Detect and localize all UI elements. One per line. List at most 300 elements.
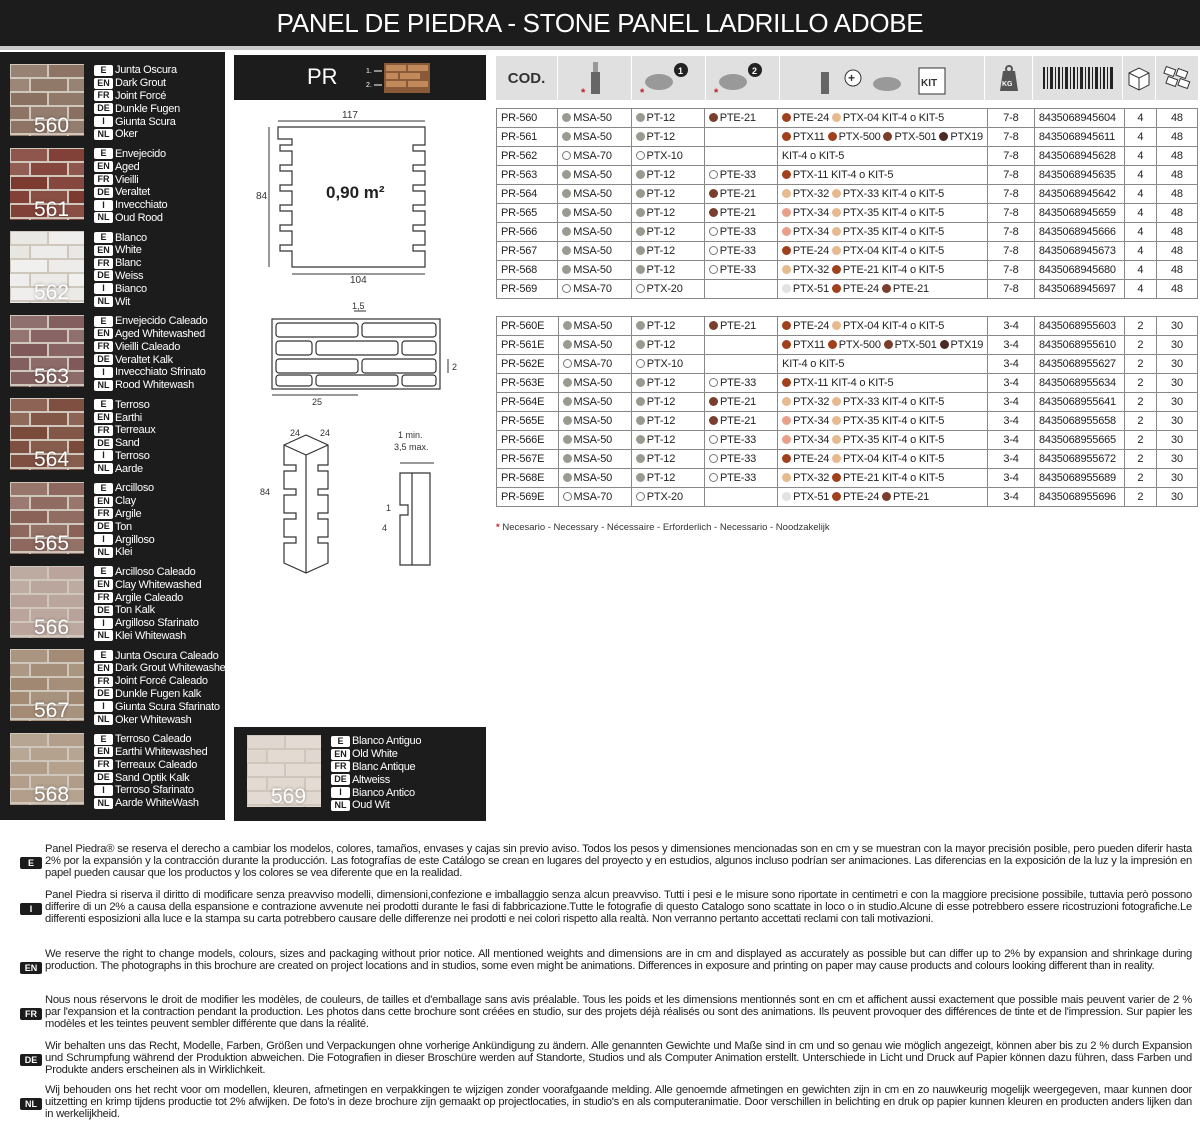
- cell-col-1: [558, 412, 631, 431]
- color-dot: [832, 492, 841, 501]
- cell-value: PTX-32: [793, 472, 830, 484]
- name-row-i: [94, 617, 201, 630]
- name-row-nl: [94, 713, 231, 726]
- color-dot: [636, 132, 645, 141]
- cell-col-8: 30: [1156, 412, 1197, 431]
- cell-col-2: [631, 109, 704, 128]
- dim-joint: 1,5: [352, 301, 365, 311]
- color-name: Invecchiato Sfrinato: [115, 366, 206, 379]
- disclaimer-text: Panel Piedra si riserva il diritto di modificare senza preavviso modelli, dimensioni,confezione e imballaggio senza alcun preavviso. Tutti i pesi e le misure sono riportate in centimetri e con la maggiore precisione possibile, tuttavia però possono differire di un 2% a causa della espansione e contrazione avvenute nei prodotti durante le fasi di fabbricazione.Tutte le fotografie di questo Catalogo sono scattate in loco o in studio.Alcune di esse potrebbero essere ricostruzioni fotografiche.Le differenti esposizioni alla luce e la stampa su carta potrebbero causare delle differenze nei prodotti e nei colori rispetto alla realtà. Non verranno pertanto accettati reclami con tali motivazioni.: [45, 889, 1192, 926]
- color-name: Giunta Scura: [115, 115, 176, 128]
- cell-value: PT-12: [646, 188, 675, 200]
- cell-col-3: [704, 450, 777, 469]
- cell-value: PT-12: [646, 226, 675, 238]
- cell-value: PTE-24: [792, 245, 829, 257]
- swatch-names: [94, 148, 167, 225]
- cell-value: MSA-50: [573, 396, 613, 408]
- color-dot: [832, 227, 841, 236]
- swatch-names: [94, 231, 147, 308]
- grout-step1-icon: [632, 56, 706, 100]
- name-row-de: [94, 688, 231, 701]
- lang-tag: NL: [94, 212, 113, 223]
- disclaimer-i: [20, 889, 1192, 925]
- cell-value: PTX-501: [894, 131, 937, 143]
- cell-col-6: 8435068955689: [1035, 469, 1125, 488]
- lang-tag: EN: [94, 746, 113, 757]
- cell-col-4: [778, 393, 988, 412]
- cell-col-7: 2: [1124, 488, 1156, 507]
- cell-col-6: 8435068955672: [1035, 450, 1125, 469]
- color-name: Dark Grout Whitewashed: [115, 662, 232, 675]
- cell-value: MSA-50: [573, 320, 613, 332]
- cell-col-7: 2: [1124, 317, 1156, 336]
- cell-col-1: [558, 450, 631, 469]
- cell-col-2: [631, 128, 704, 147]
- name-row-de: [94, 771, 207, 784]
- cell-col-6: 8435068945673: [1034, 242, 1124, 261]
- cell-value: PTX-32: [793, 396, 830, 408]
- cell-col-2: [631, 488, 704, 507]
- cell-value: MSA-50: [573, 415, 613, 427]
- cell-value: MSA-50: [573, 169, 612, 181]
- name-row-nl: [94, 212, 167, 225]
- cell-col-2: [631, 261, 704, 280]
- cell-col-7: 2: [1124, 412, 1156, 431]
- name-row-nl: [94, 630, 201, 643]
- lang-tag: EN: [94, 496, 113, 507]
- color-name: Aged: [115, 160, 140, 173]
- cell-col-4: [777, 128, 987, 147]
- cell-value: PTE-33: [719, 434, 757, 446]
- color-name: Argile Caleado: [115, 591, 183, 604]
- lang-tag: I: [94, 450, 113, 461]
- swatch-563: [7, 309, 225, 392]
- box-count-icon: [1123, 56, 1156, 100]
- color-dot: [832, 246, 841, 255]
- color-dot: [563, 397, 572, 406]
- disclaimer-de: [20, 1040, 1192, 1076]
- lang-tag: E: [331, 736, 350, 747]
- cell-col-0: PR-568: [497, 261, 558, 280]
- cell-col-0: PR-560E: [497, 317, 559, 336]
- cell-col-4: [778, 450, 988, 469]
- cell-col-0: PR-569: [497, 280, 558, 299]
- color-dot: [636, 416, 645, 425]
- cell-col-2: [631, 166, 704, 185]
- color-name: Terreaux: [115, 424, 156, 437]
- color-dot: [636, 227, 645, 236]
- color-name: Envejecido Caleado: [115, 315, 208, 328]
- color-dot: [882, 492, 891, 501]
- dim-corner-b: 24: [320, 428, 331, 438]
- cell-col-3: [704, 317, 777, 336]
- color-dot: [832, 189, 841, 198]
- cell-value: PTE-21: [719, 188, 756, 200]
- dim-height: 84: [256, 191, 268, 202]
- cell-col-3: [704, 185, 777, 204]
- cell-col-8: 30: [1156, 317, 1197, 336]
- cell-col-8: 30: [1156, 469, 1197, 488]
- disclaimer-text: Panel Piedra® se reserva el derecho a cambiar los modelos, colores, tamaños, envases y cajas sin previo aviso. Todos los pesos y dimensiones mencionadas son en cm y se muestran con la mayor precisión posible, pero pueden diferir hasta 2% por la expansión y la contracción durante la producción. Las fotografías de este Catálogo se crean en lugares del proyecto y en estudios, algunos incluso podrían ser animaciones. Las diferencias en la exposición de la luz y la impresión en papel pueden causar que los productos y los colores se vea diferente que en la realidad.: [45, 843, 1192, 880]
- cell-value: PT-12: [646, 207, 675, 219]
- color-name: Junta Oscura: [115, 64, 177, 77]
- color-dot: [563, 435, 572, 444]
- cell-value: PTX-35 KIT-4 o KIT-5: [842, 226, 945, 238]
- color-dot: [782, 340, 791, 349]
- table-row: [497, 317, 1198, 336]
- cell-col-5: 7-8: [987, 280, 1034, 299]
- swatch-568: [7, 727, 225, 810]
- cell-value: PTX-32: [792, 188, 829, 200]
- product-table-corner: [496, 316, 1198, 507]
- color-name: Old White: [352, 748, 398, 761]
- color-name: Klei: [115, 546, 133, 559]
- color-dot: [782, 492, 791, 501]
- color-name: Invecchiato: [115, 199, 168, 212]
- lang-tag: NL: [94, 380, 113, 391]
- lang-tag: FR: [94, 425, 113, 436]
- name-row-fr: [94, 90, 180, 103]
- color-name: Terreaux Caleado: [115, 758, 198, 771]
- lang-tag: E: [94, 316, 113, 327]
- name-row-i: [94, 115, 180, 128]
- cell-col-1: [558, 488, 631, 507]
- color-dot: [636, 170, 645, 179]
- swatch-number: 561: [34, 197, 70, 220]
- cell-col-2: [631, 185, 704, 204]
- swatch-561: [7, 142, 225, 222]
- svg-text:*: *: [713, 87, 718, 98]
- name-row-de: [94, 102, 180, 115]
- cell-col-1: [558, 355, 631, 374]
- cell-value: PTX-04 KIT-4 o KIT-5: [842, 112, 945, 124]
- lang-tag: NL: [94, 547, 113, 558]
- cell-value: PTX19: [950, 131, 983, 143]
- color-name: Wit: [115, 295, 130, 308]
- color-name: Dark Grout: [115, 77, 166, 90]
- cell-value: PTX-500: [838, 339, 881, 351]
- color-name: Envejecido: [115, 147, 166, 160]
- color-dot: [562, 208, 571, 217]
- color-name: Giunta Scura Sfarinato: [115, 700, 220, 713]
- color-dot: [562, 189, 571, 198]
- product-table-standard: [496, 108, 1198, 299]
- swatch-names: [94, 398, 155, 475]
- cell-col-6: 8435068945628: [1034, 147, 1124, 166]
- disclaimer-lang-tag: E: [20, 857, 42, 869]
- color-dot: [782, 473, 791, 482]
- cell-col-5: 7-8: [987, 109, 1034, 128]
- color-name: Clay: [115, 495, 136, 508]
- cell-col-0: PR-568E: [497, 469, 559, 488]
- cell-col-5: 3-4: [988, 431, 1035, 450]
- color-dot: [709, 170, 718, 179]
- cell-col-2: [631, 374, 704, 393]
- swatch-566: [7, 560, 225, 640]
- table-row: [497, 412, 1198, 431]
- swatch-number: 568: [34, 782, 70, 805]
- cell-col-2: [631, 280, 704, 299]
- product-code-box: [234, 55, 486, 100]
- color-dot: [828, 340, 837, 349]
- cell-value: PTX-35 KIT-4 o KIT-5: [843, 415, 945, 427]
- swatch-565: [7, 476, 225, 559]
- cell-value: PTX-04 KIT-4 o KIT-5: [843, 453, 945, 465]
- color-dot: [832, 113, 841, 122]
- lang-tag: E: [94, 65, 113, 76]
- cell-value: MSA-70: [573, 283, 612, 295]
- cell-value: PTX-20: [646, 283, 683, 295]
- color-dot: [883, 132, 892, 141]
- cell-col-1: [558, 317, 631, 336]
- color-name: Veraltet: [115, 186, 150, 199]
- cell-col-8: 48: [1156, 280, 1197, 299]
- swatch-567: [7, 643, 232, 726]
- disclaimer-text: Nous nous réservons le droit de modifier les modèles, de couleurs, de tailles et d'emballage sans avis préalable. Tous les poids et les dimensions mentionnés sont en cm et affichent aussi exactement que possible mais peuvent varier de 2 % par l'expansion et la contraction pendant la production. Les photos dans cette brochure sont créées en studio, sur des projets déjà réalisés ou sont des animations. Ils peuvent provoquer des différences de tinte et de l'impression. Sur papier les modèles et les teintes peuvent sembler différente que dans la réalité.: [45, 994, 1192, 1031]
- color-dot: [563, 321, 572, 330]
- color-dot: [782, 454, 791, 463]
- lang-tag: FR: [94, 759, 113, 770]
- color-dot: [832, 208, 841, 217]
- name-row-de: [94, 186, 167, 199]
- cell-col-2: [631, 450, 704, 469]
- color-dot: [563, 378, 572, 387]
- lang-tag: I: [94, 283, 113, 294]
- swatch-image: [10, 398, 84, 470]
- name-row-en: [94, 495, 155, 508]
- lang-tag: NL: [331, 800, 350, 811]
- lang-tag: DE: [94, 438, 113, 449]
- cell-value: PTX-51: [793, 491, 830, 503]
- cell-col-7: 2: [1124, 469, 1156, 488]
- cell-value: PTX-34: [792, 226, 829, 238]
- color-dot: [563, 492, 572, 501]
- table-row: [497, 488, 1198, 507]
- color-dot: [709, 454, 718, 463]
- cell-col-5: 3-4: [988, 488, 1035, 507]
- color-name: Weiss: [115, 269, 144, 282]
- color-dot: [636, 284, 645, 293]
- color-name: Arcilloso Caleado: [115, 565, 196, 578]
- cell-value: PTX-34: [793, 415, 830, 427]
- color-name: Terroso Sfarinato: [115, 784, 194, 797]
- table-row: [497, 450, 1198, 469]
- color-dot: [563, 454, 572, 463]
- cell-value: PTX-04 KIT-4 o KIT-5: [842, 245, 945, 257]
- color-dot: [832, 416, 841, 425]
- color-dot: [782, 397, 791, 406]
- cell-col-4: [778, 431, 988, 450]
- color-dot: [782, 208, 791, 217]
- cell-col-8: 48: [1156, 109, 1197, 128]
- barcode-icon: [1033, 56, 1123, 100]
- cell-col-5: 7-8: [987, 204, 1034, 223]
- cell-col-5: 3-4: [988, 317, 1035, 336]
- required-note: [496, 522, 830, 533]
- cell-col-7: 4: [1124, 109, 1156, 128]
- color-dot: [562, 246, 571, 255]
- cell-value: PT-12: [646, 415, 676, 427]
- swatch-image: [10, 566, 84, 638]
- dim-brick-len: 25: [312, 397, 323, 407]
- cell-value: PTX11: [792, 131, 825, 143]
- cell-col-6: 8435068955610: [1035, 336, 1125, 355]
- cell-col-7: 2: [1124, 374, 1156, 393]
- cell-col-0: PR-566E: [497, 431, 559, 450]
- cell-col-6: 8435068955665: [1035, 431, 1125, 450]
- cell-value: PT-12: [646, 169, 675, 181]
- color-name: Blanco: [115, 231, 147, 244]
- cell-col-7: 4: [1124, 147, 1156, 166]
- lang-tag: FR: [94, 592, 113, 603]
- color-name: Dunkle Fugen kalk: [115, 687, 202, 700]
- color-name: Argilloso: [115, 533, 155, 546]
- lang-tag: EN: [94, 663, 113, 674]
- name-row-nl: [94, 797, 207, 810]
- swatch-number: 563: [34, 364, 70, 387]
- table-row: [497, 204, 1198, 223]
- dim-top: 117: [342, 110, 358, 121]
- cell-col-1: [558, 109, 631, 128]
- cell-col-6: 8435068945642: [1034, 185, 1124, 204]
- lang-tag: NL: [94, 129, 113, 140]
- color-name: Dunkle Fugen: [115, 102, 180, 115]
- lang-tag: EN: [94, 245, 113, 256]
- color-dot: [709, 113, 718, 122]
- cell-col-6: 8435068945666: [1034, 223, 1124, 242]
- cell-col-7: 2: [1124, 431, 1156, 450]
- table-row: [497, 261, 1198, 280]
- cell-col-4: [778, 374, 988, 393]
- lang-tag: I: [94, 701, 113, 712]
- cell-col-5: 7-8: [987, 223, 1034, 242]
- cell-col-3: [704, 374, 777, 393]
- kit-icons: [780, 56, 985, 100]
- cell-col-3: [704, 261, 777, 280]
- cell-value: MSA-70: [573, 358, 613, 370]
- color-name: Clay Whitewashed: [115, 578, 202, 591]
- swatch-569: [234, 727, 486, 821]
- cell-value: PT-12: [646, 339, 676, 351]
- cell-col-0: PR-565: [497, 204, 558, 223]
- name-row-e: [94, 148, 167, 161]
- color-name: Vieilli Caleado: [115, 340, 181, 353]
- cell-value: MSA-50: [573, 245, 612, 257]
- color-dot: [636, 113, 645, 122]
- color-dot: [782, 321, 791, 330]
- cell-col-3: [704, 412, 777, 431]
- cell-col-5: 3-4: [988, 412, 1035, 431]
- swatch-number: 569: [271, 785, 307, 807]
- color-name: Joint Forcé Caleado: [115, 675, 208, 688]
- cell-col-8: 48: [1156, 128, 1197, 147]
- cell-value: MSA-70: [573, 491, 613, 503]
- cell-col-1: [558, 280, 631, 299]
- name-row-e: [94, 231, 147, 244]
- table-header: [496, 56, 1198, 100]
- lang-tag: I: [94, 367, 113, 378]
- swatch-image: [10, 315, 84, 387]
- cell-col-3: [704, 109, 777, 128]
- lang-tag: NL: [94, 463, 113, 474]
- name-row-de: [94, 437, 155, 450]
- lang-tag: E: [94, 232, 113, 243]
- cell-col-6: 8435068955696: [1035, 488, 1125, 507]
- name-row-en: [331, 748, 421, 761]
- color-name: Bianco Antico: [352, 786, 415, 799]
- cell-col-5: 3-4: [988, 374, 1035, 393]
- name-row-i: [94, 199, 167, 212]
- disclaimer-nl: [20, 1084, 1192, 1120]
- cell-col-0: PR-562E: [497, 355, 559, 374]
- lang-tag: I: [94, 116, 113, 127]
- cell-value: PTE-24: [793, 320, 830, 332]
- cell-col-7: 2: [1124, 393, 1156, 412]
- cell-col-8: 48: [1156, 185, 1197, 204]
- color-dot: [562, 265, 571, 274]
- panel-area: 0,90 m²: [326, 183, 385, 202]
- cell-col-8: 30: [1156, 488, 1197, 507]
- cell-col-3: [704, 488, 777, 507]
- table-row: [497, 242, 1198, 261]
- cell-value: PT-12: [646, 264, 675, 276]
- cell-col-0: PR-567E: [497, 450, 559, 469]
- color-dot: [709, 435, 718, 444]
- swatch-562: [7, 225, 225, 308]
- cell-value: PTE-21: [719, 207, 756, 219]
- color-name: Altweiss: [352, 773, 390, 786]
- cell-value: PTE-21: [719, 320, 757, 332]
- color-dot: [782, 378, 791, 387]
- cell-col-4: [777, 109, 987, 128]
- table-row: [497, 166, 1198, 185]
- color-name: Ton: [115, 520, 132, 533]
- cell-value: PT-12: [646, 245, 675, 257]
- name-row-en: [94, 411, 155, 424]
- cell-value: MSA-50: [573, 226, 612, 238]
- color-dot: [782, 170, 791, 179]
- cell-col-1: [558, 374, 631, 393]
- cell-value: PT-12: [646, 377, 676, 389]
- swatch-number: 565: [34, 532, 70, 554]
- cell-col-7: 4: [1124, 185, 1156, 204]
- color-dot: [636, 321, 645, 330]
- color-name: Aged Whitewashed: [115, 327, 205, 340]
- color-dot: [563, 473, 572, 482]
- cell-value: PTE-21 KIT-4 o KIT-5: [842, 264, 945, 276]
- cell-col-8: 30: [1156, 355, 1197, 374]
- cell-value: PTE-33: [719, 169, 756, 181]
- required-star: *: [496, 522, 500, 533]
- cell-col-1: [558, 204, 631, 223]
- table-row: [497, 431, 1198, 450]
- table-row: [497, 185, 1198, 204]
- name-row-de: [331, 773, 421, 786]
- cell-value: PTX-04 KIT-4 o KIT-5: [843, 320, 945, 332]
- cell-col-8: 30: [1156, 393, 1197, 412]
- cell-col-4: [778, 469, 988, 488]
- cell-col-6: 8435068945611: [1034, 128, 1124, 147]
- color-dot: [782, 227, 791, 236]
- cell-value: PTX-35 KIT-4 o KIT-5: [842, 207, 945, 219]
- svg-text:1: 1: [677, 66, 683, 76]
- cell-col-0: PR-565E: [497, 412, 559, 431]
- color-dot: [882, 284, 891, 293]
- lang-tag: DE: [94, 772, 113, 783]
- name-row-en: [94, 77, 180, 90]
- cell-col-6: 8435068945604: [1034, 109, 1124, 128]
- color-dot: [709, 378, 718, 387]
